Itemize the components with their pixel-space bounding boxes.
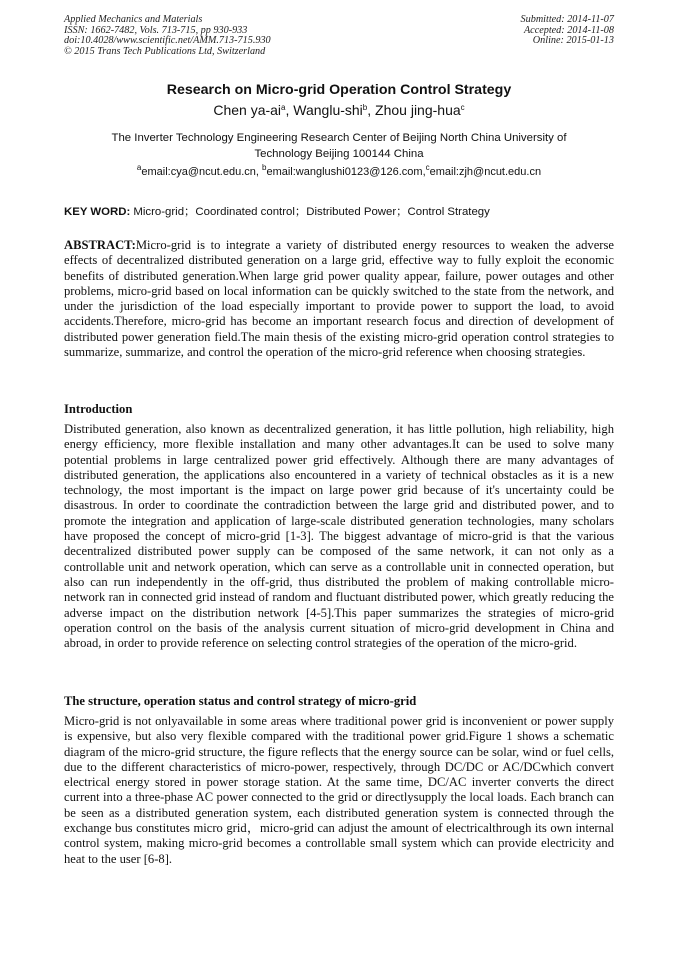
publication-dates	[521, 15, 614, 47]
author-name: Chen ya-ai	[213, 102, 282, 118]
affiliation: The Inverter Technology Engineering Research Center of Beijing North China University of Technology Beijing 100144 China	[111, 132, 567, 160]
journal-copyright: © 2015 Trans Tech Publications Ltd, Switzerland	[64, 45, 266, 57]
email-mark: b	[262, 163, 267, 172]
email-address: email:cya@ncut.edu.cn	[141, 166, 256, 178]
section-heading-structure: The structure, operation status and control strategy of micro-grid	[64, 694, 417, 708]
author-mark: a	[281, 103, 286, 112]
online-date: Online: 2015-01-13	[532, 35, 614, 47]
keywords-text: Micro-grid；Coordinated control；Distributed Power；Control Strategy	[130, 206, 490, 218]
section-body-introduction: Distributed generation, also known as decentralized generation, it has little pollution, high reliability, high energy efficiency, more flexible installation and many other advantages.It can be used to solve many potential problems in large centralized power grid effectively. Although there are many advantages of distributed generation, the applications also encountered in a variety of technical obstacles as it is a new technology, the most important is the impact on large power grid because of it's uncertainty could be disastrous. In order to coordinate the contradiction between the large grid and distributed power, and to promote the integration and application of large-scale distributed generation technologies, many scholars have proposed the concept of micro-grid [1-3]. The biggest advantage of micro-grid is that the various decentralized distributed power supply can be composed of the same network, it can not only as a controllable unit and network operation, which can serve as a controllable unit in connected operation, but also can run independently in the off-grid, thus distributed the problem of making controllable micro-network ran in connected grid instead of random and fluctuant distributed power, which greatly reducing the adverse impact on the distribution network [4-5].This paper summarizes the strategies of micro-grid operation control on the basis of the analysis current situation of micro-grid development in China and abroad, in order to provide reference on selecting control strategies of the operation of the micro-grid.	[64, 422, 614, 651]
email-mark: a	[136, 163, 142, 172]
section-heading-introduction: Introduction	[64, 402, 133, 416]
submitted-date: Submitted: 2014-11-07	[520, 14, 614, 25]
author-name: Wanglu-shi	[293, 102, 363, 118]
journal-doi: doi:10.4028/www.scientific.net/AMM.713-715.930	[64, 35, 271, 47]
keywords-label: KEY WORD:	[64, 206, 131, 218]
journal-issn: ISSN: 1662-7482, Vols. 713-715, pp 930-933	[64, 24, 248, 36]
author-list: Chen $ya-ai^a$, Wanglu-shi$^b$, Zhou jing-hua$^c$	[213, 102, 465, 118]
paper-title: Research on Micro-grid Operation Control Strategy	[166, 82, 512, 98]
email-mark: c	[425, 163, 430, 172]
journal-info	[64, 15, 271, 57]
author-emails: $^a$email:cya@ncut.edu.cn, $^b$email:wanglushi0123@126.com,$^c$email:zjh@ncut.edu.cn	[136, 163, 542, 178]
abstract-text: Micro-grid is to integrate a variety of distributed energy resources to weaken the adverse effects of decentralized distributed generation on a large grid, effective way to fully exploit the economic benefits of distributed generation.When large grid power quality appear, failure, power outages and other problems, micro-grid based on local information can be quickly switched to the state from the network, and under the jurisdiction of the load especially important to provide power to support the load, to avoid accidents.Therefore, micro-grid has become an important research focus and direction of development of distributed power generation field.The main thesis of the existing micro-grid operation control strategies to summarize, summarize, and control the operation of the micro-grid reference when choosing strategies.	[64, 238, 614, 360]
section-body-structure: Micro-grid is not onlyavailable in some areas where traditional power grid is inconvenient or power supply is expensive, but also very flexible compared with the traditional power grid.Figure 1 shows a schematic diagram of the micro-grid structure, the figure reflects that the energy source can be solar, wind or fuel cells, due to the different characteristics of micro-power, respectively, through DC/DC or AC/DCwhich convert electrical energy stored in power storage station. At the same time, DC/AC inverter converts the direct current into a three-phase AC power connected to the grid or directlysupply the local loads. Each branch can be seen as a distributed generation system, each distributed generation system is connected through the exchange bus constitutes micro grid，micro-grid can adjust the amount of electricalthrough its own internal control system, making micro-grid becomes a controllable small system which can provide electricity and heat to the user [6-8].	[64, 714, 614, 866]
accepted-date: Accepted: 2014-11-08	[523, 24, 614, 36]
journal-name: Applied Mechanics and Materials	[64, 14, 203, 25]
author-mark: c	[460, 103, 465, 112]
author-name: Zhou jing-hua	[375, 102, 461, 118]
author-mark: b	[362, 103, 368, 112]
abstract-label: ABSTRACT:	[64, 238, 136, 252]
abstract	[64, 238, 614, 360]
email-address: email:wanglushi0123@126.com	[266, 166, 423, 178]
email-address: email:zjh@ncut.edu.cn	[429, 166, 542, 178]
keywords	[64, 203, 490, 219]
